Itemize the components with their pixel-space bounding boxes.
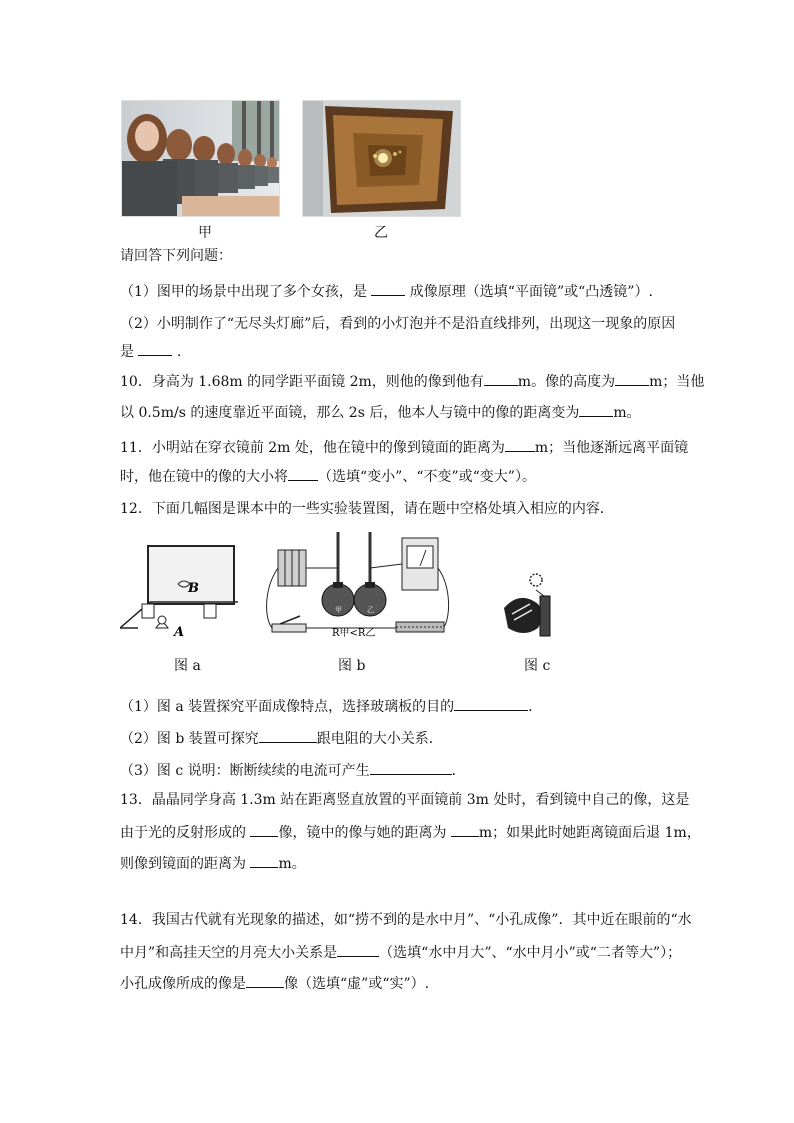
q9-part1-after: 成像原理（选填“平面镜”或“凸透镜”）. <box>405 284 653 300</box>
q10-line2 <box>120 402 641 423</box>
q14-text-b: 中月”和高挂天空的月亮大小关系是 <box>120 945 338 961</box>
q9-part1-before: （1）图甲的场景中出现了多个女孩，是 <box>120 284 372 300</box>
q12-sub2-after: 跟电阻的大小关系． <box>316 731 443 747</box>
figure-c <box>500 570 560 642</box>
q9-part2-line2 <box>120 341 181 362</box>
joule-heat-setup-image <box>262 528 452 643</box>
q9-part1-blank[interactable] <box>371 281 405 296</box>
plane-mirror-setup-image <box>120 540 240 645</box>
q12-sub1 <box>120 696 542 717</box>
q13-blank-3[interactable] <box>250 853 278 868</box>
q10-blank-1[interactable] <box>484 371 518 386</box>
q12-sub1-before: （1）图 a 装置探究平面成像特点，选择玻璃板的目的 <box>120 699 455 715</box>
q9-part2-after: . <box>172 344 182 360</box>
figure-a <box>120 540 240 645</box>
q13-text-c: 像，镜中的像与她的距离为 <box>278 825 451 841</box>
q10-text-c: m；当他 <box>649 374 705 390</box>
caption-fig-c: 图 c <box>524 658 551 674</box>
q12-sub2-before: （2）图 b 装置可探究 <box>120 731 259 747</box>
q12-sub2 <box>120 728 443 749</box>
label-A: A <box>174 625 185 640</box>
q14-text-e: 像（选填“虚”或“实”）. <box>284 976 430 992</box>
q12-sub3-blank[interactable] <box>370 760 452 775</box>
photo-jia <box>121 100 280 217</box>
q9-part2-before: 是 <box>120 344 139 360</box>
figure-b <box>262 528 452 643</box>
q9-prompt: 请回答下列问题： <box>120 248 232 264</box>
caption-fig-b: 图 b <box>338 658 366 674</box>
q14-line3 <box>120 973 429 994</box>
q13-line1: 13．晶晶同学身高 1.3m 站在距离竖直放置的平面镜前 3m 处时，看到镜中自己的像，这是 <box>120 792 690 808</box>
q13-line2 <box>120 822 701 843</box>
photo-yi <box>302 100 461 217</box>
flask-label-jia: 甲 <box>335 606 342 614</box>
q12-sub2-blank[interactable] <box>259 728 317 743</box>
flask-label-yi: 乙 <box>367 606 374 614</box>
q13-blank-2[interactable] <box>451 822 479 837</box>
q13-line3 <box>120 853 306 874</box>
q11-text-c: 时，他在镜中的像的大小将 <box>120 469 288 485</box>
q11-text-b: m；当他逐渐远离平面镜 <box>534 440 689 456</box>
q14-text-c: （选填“水中月大”、“水中月小”或“二者等大”）； <box>379 945 682 961</box>
q13-text-e: 则像到镜面的距离为 <box>120 856 251 872</box>
q12-sub1-blank[interactable] <box>454 696 528 711</box>
q14-line1: 14．我国古代就有光现象的描述，如“捞不到的是水中月”、“小孔成像”．其中近在眼前的“水 <box>120 912 692 928</box>
q12-sub3 <box>120 760 466 781</box>
q12-prompt: 12．下面几幅图是课本中的一些实验装置图，请在题中空格处填入相应的内容． <box>120 501 614 517</box>
caption-jia: 甲 <box>198 225 212 241</box>
q14-line2 <box>120 942 681 963</box>
q10-blank-3[interactable] <box>579 402 613 417</box>
q12-sub1-after: ． <box>528 699 543 715</box>
q10-text-a: 10．身高为 1.68m 的同学距平面镜 2m，则他的像到他有 <box>120 374 484 390</box>
q10-text-e: m。 <box>613 405 641 421</box>
caption-yi: 乙 <box>374 225 388 241</box>
lamp-corridor-image <box>303 101 460 216</box>
q11-line1 <box>120 437 688 458</box>
q12-sub3-after: ． <box>451 763 466 779</box>
label-B: B <box>188 581 199 596</box>
q13-text-d: m；如果此时她距离镜面后退 1m， <box>478 825 701 841</box>
q9-part1 <box>120 281 653 302</box>
q10-text-d: 以 0.5m/s 的速度靠近平面镜，那么 2s 后，他本人与镜中的像的距离变为 <box>120 405 580 421</box>
q14-blank-1[interactable] <box>337 942 379 957</box>
q12-sub3-before: （3）图 c 说明：断断续续的电流可产生 <box>120 763 370 779</box>
caption-fig-a: 图 a <box>174 658 201 674</box>
q13-text-f: m。 <box>278 856 306 872</box>
q10-line1 <box>120 371 704 392</box>
q11-text-d: （选填“变小”、“不变”或“变大”）。 <box>318 469 536 485</box>
q9-part2-blank[interactable] <box>138 341 172 356</box>
girls-photo-image <box>122 101 279 216</box>
resistance-relation-label: R甲<R乙 <box>332 628 376 639</box>
q11-blank-1[interactable] <box>505 437 535 452</box>
q9-part2-line1: （2）小明制作了“无尽头灯廊”后，看到的小灯泡并不是沿直线排列，出现这一现象的原因 <box>120 316 676 332</box>
q10-text-b: m。像的高度为 <box>517 374 616 390</box>
q11-line2 <box>120 466 536 487</box>
q11-blank-2[interactable] <box>288 466 318 481</box>
q14-text-d: 小孔成像所成的像是 <box>120 976 246 992</box>
q14-blank-2[interactable] <box>246 973 284 988</box>
q13-text-b: 由于光的反射形成的 <box>120 825 251 841</box>
intermittent-current-image <box>500 570 560 642</box>
q13-blank-1[interactable] <box>250 822 278 837</box>
q11-text-a: 11．小明站在穿衣镜前 2m 处，他在镜中的像到镜面的距离为 <box>120 440 505 456</box>
q10-blank-2[interactable] <box>615 371 649 386</box>
